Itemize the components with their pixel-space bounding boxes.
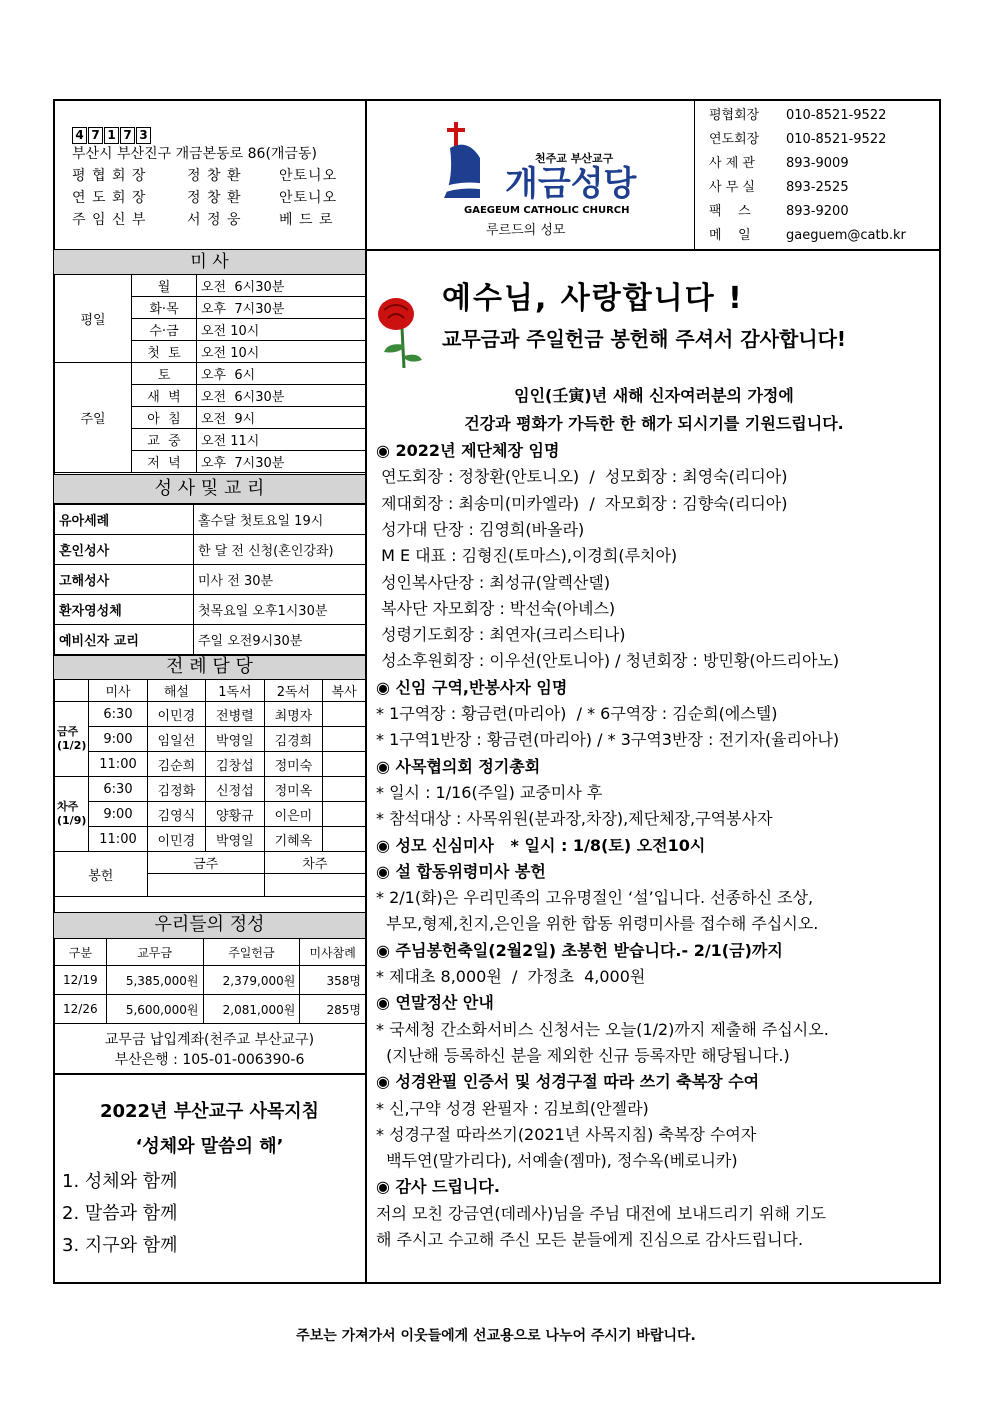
greeting-line-1: 임인(壬寅)년 새해 신자여러분의 가정에 (514, 386, 794, 405)
liturgy-cell: 이민경 (147, 827, 206, 852)
officer-role: 연 도 회 장 (72, 190, 147, 206)
liturgy-header-row (55, 680, 366, 702)
sacrament-title: 성 사 및 교 리 (154, 478, 265, 499)
devotion-header: 주일헌금 (203, 939, 300, 966)
contact-label: 사 무 실 (709, 180, 755, 195)
mass-time: 오전 10시 (197, 341, 366, 363)
liturgy-cell (323, 802, 366, 827)
officer-saint: 베 드 로 (279, 212, 334, 228)
notice-text: * 성경구절 따라쓰기(2021년 사목지침) 축복장 수여자 (376, 1124, 757, 1144)
zip-digit: 4 (72, 127, 87, 144)
liturgy-cell: 9:00 (89, 727, 147, 752)
liturgy-cell (323, 827, 366, 852)
mass-time: 오전 11시 (197, 429, 366, 451)
notice-text: * 2/1(화)은 우리민족의 고유명절인 ‘설’입니다. 선종하신 조상, (376, 888, 814, 908)
notice-text: 해 주시고 수고해 주신 모든 분들에게 진심으로 감사드립니다. (376, 1230, 804, 1249)
liturgy-row (55, 827, 366, 852)
offering-next-week: 차주 (264, 852, 365, 874)
liturgy-header: 해설 (147, 680, 206, 702)
contact-label: 연도회장 (709, 132, 760, 147)
mass-time: 오후 7시30분 (197, 451, 366, 473)
zip-digit: 3 (136, 127, 151, 144)
mass-time: 오전 10시 (197, 319, 366, 341)
zip-digit: 1 (104, 127, 119, 144)
mass-day: 첫 토 (132, 341, 197, 363)
officer-saint: 안토니오 (279, 190, 338, 206)
devotion-title: 우리들의 정성 (154, 914, 265, 935)
notice-heading: ◉ 감사 드립니다. (376, 1177, 500, 1197)
liturgy-cell: 정미숙 (264, 752, 323, 777)
officer-role: 평 협 회 장 (72, 168, 147, 184)
notice-text: 백두연(말가리다), 서예솔(젬마), 정수옥(베로니카) (376, 1151, 738, 1171)
liturgy-corner-cell (55, 680, 89, 702)
mass-category: 주일 (55, 363, 132, 473)
liturgy-cell (323, 727, 366, 752)
sacrament-row (55, 595, 366, 625)
liturgy-cell: 11:00 (89, 827, 147, 852)
liturgy-cell: 11:00 (89, 752, 147, 777)
notice-heading: ◉ 주님봉헌축일(2월2일) 초봉헌 받습니다.- 2/1(금)까지 (376, 940, 783, 960)
devotion-header: 미사참례 (300, 939, 366, 966)
liturgy-title: 전 례 담 당 (166, 656, 253, 677)
liturgy-cell: 임일선 (147, 727, 206, 752)
church-logo-icon (440, 118, 480, 198)
liturgy-cell: 기혜옥 (264, 827, 323, 852)
mass-time: 오전 9시 (197, 407, 366, 429)
notice-heading: ◉ 성경완필 인증서 및 성경구절 따라 쓰기 축복장 수여 (376, 1072, 760, 1092)
notice-text: 성가대 단장 : 김영희(바올라) (376, 519, 585, 539)
notice-heading: ◉ 성모 신심미사 * 일시 : 1/8(토) 오전10시 (376, 835, 706, 855)
contact-value: 893-2525 (786, 180, 849, 195)
offering-row (55, 852, 366, 874)
pastoral-item: 3. 지구와 함께 (62, 1235, 178, 1256)
officer-name: 정 창 환 (187, 190, 242, 206)
notice-text: (지난해 등록하신 분을 제외한 신규 등록자만 해당됩니다.) (376, 1045, 790, 1065)
notice-text: * 국세청 간소화서비스 신청서는 오늘(1/2)까지 제출해 주십시오. (376, 1019, 829, 1039)
notice-heading: ◉ 사목협의회 정기총회 (376, 756, 541, 776)
notice-text: * 신,구약 성경 완필자 : 김보희(안젤라) (376, 1098, 649, 1118)
mass-day: 새 벽 (132, 385, 197, 407)
sacrament-time: 첫목요일 오후1시30분 (194, 595, 366, 625)
zip-digit: 7 (88, 127, 103, 144)
mass-schedule-table (54, 274, 366, 473)
liturgy-row (55, 752, 366, 777)
mass-time: 오전 6시30분 (197, 385, 366, 407)
notice-text: 부모,형제,친지,은인을 위한 합동 위령미사를 접수해 주십시오. (376, 914, 819, 934)
notice-text: 성인복사단장 : 최성규(알렉산델) (376, 572, 611, 592)
sacrament-row (55, 565, 366, 595)
officer-saint: 안토니오 (279, 168, 338, 184)
sacrament-time: 홀수달 첫토요일 19시 (194, 505, 366, 535)
notice-text: 저의 모친 강금연(데레사)님을 주님 대전에 보내드리기 위해 기도 (376, 1203, 826, 1223)
rose-icon (370, 290, 430, 370)
liturgy-cell: 양황규 (206, 802, 265, 827)
liturgy-row (55, 702, 366, 727)
patron-label: 루르드의 성모 (486, 223, 566, 238)
officer-role: 주 임 신 부 (72, 212, 147, 228)
liturgy-cell: 신정섭 (206, 777, 265, 802)
liturgy-cell: 박영일 (206, 727, 265, 752)
contact-value: 010-8521-9522 (786, 132, 887, 147)
notice-heading: ◉ 2022년 제단체장 임명 (376, 441, 560, 460)
devotion-cell: 12/19 (55, 966, 107, 995)
liturgy-header: 복사 (323, 680, 366, 702)
devotion-cell: 2,081,000원 (203, 995, 300, 1024)
liturgy-cell: 김경희 (264, 727, 323, 752)
mass-day: 수·금 (132, 319, 197, 341)
devotion-header-row (55, 939, 366, 966)
liturgy-cell: 6:30 (89, 702, 147, 727)
sacrament-name: 고해성사 (55, 565, 194, 595)
notice-text: * 제대초 8,000원 / 가정초 4,000원 (376, 967, 646, 986)
mass-time: 오전 6시30분 (197, 275, 366, 297)
liturgy-cell: 이민경 (147, 702, 206, 727)
header-divider (694, 100, 695, 249)
notice-text: 성령기도회장 : 최연자(크리스티나) (376, 625, 626, 645)
pastoral-title: 2022년 부산교구 사목지침 (99, 1101, 320, 1122)
liturgy-row (55, 727, 366, 752)
sacrament-row (55, 535, 366, 565)
zip-code (72, 124, 152, 144)
mass-title: 미 사 (190, 252, 229, 272)
liturgy-table (54, 679, 366, 897)
liturgy-cell: 전병렬 (206, 702, 265, 727)
church-name: 개금성당 (505, 164, 637, 204)
notice-text: * 참석대상 : 사목위원(분과장,차장),제단체장,구역봉사자 (376, 809, 773, 829)
sacrament-row (55, 625, 366, 655)
devotion-header: 구분 (55, 939, 107, 966)
pastoral-item: 2. 말씀과 함께 (62, 1203, 178, 1224)
liturgy-cell (323, 777, 366, 802)
liturgy-week-label: 금주(1/2) (55, 702, 89, 777)
notice-text: * 일시 : 1/16(주일) 교중미사 후 (376, 782, 603, 802)
liturgy-cell: 최명자 (264, 702, 323, 727)
liturgy-header: 미사 (89, 680, 147, 702)
sacrament-name: 예비신자 교리 (55, 625, 194, 655)
offering-label: 봉헌 (55, 852, 148, 897)
contact-value: 893-9200 (786, 204, 849, 219)
officer-name: 서 정 웅 (187, 212, 242, 228)
liturgy-cell: 6:30 (89, 777, 147, 802)
mass-day: 화·목 (132, 297, 197, 319)
liturgy-header: 1독서 (206, 680, 265, 702)
pastoral-item: 1. 성체와 함께 (62, 1171, 178, 1192)
contact-label: 평협회장 (709, 108, 760, 123)
devotion-cell: 5,385,000원 (106, 966, 203, 995)
greeting-line-2: 건강과 평화가 가득한 한 해가 되시기를 기원드립니다. (464, 414, 844, 433)
devotion-cell: 358명 (300, 966, 366, 995)
notice-heading: ◉ 신임 구역,반봉사자 임명 (376, 677, 568, 697)
sacrament-name: 혼인성사 (55, 535, 194, 565)
liturgy-cell (323, 702, 366, 727)
devotion-table (54, 938, 366, 1024)
sacrament-table (54, 504, 366, 655)
mass-row (55, 363, 366, 385)
liturgy-cell: 김정화 (147, 777, 206, 802)
account-number: 부산은행 : 105-01-006390-6 (114, 1052, 305, 1068)
liturgy-cell: 김영식 (147, 802, 206, 827)
sacrament-time: 한 달 전 신청(혼인강좌) (194, 535, 366, 565)
liturgy-cell: 정미옥 (264, 777, 323, 802)
devotion-cell: 2,379,000원 (203, 966, 300, 995)
devotion-cell: 12/26 (55, 995, 107, 1024)
contact-label: 팩 스 (709, 204, 751, 219)
notice-text: * 1구역1반장 : 황금련(마리아) / * 3구역3반장 : 전기자(율리아나) (376, 730, 840, 750)
mass-category: 평일 (55, 275, 132, 363)
liturgy-week-label: 차주(1/9) (55, 777, 89, 852)
address: 부산시 부산진구 개금본동로 86(개금동) (72, 146, 317, 162)
contact-label: 사 제 관 (709, 156, 755, 171)
notice-text: * 1구역장 : 황금련(마리아) / * 6구역장 : 김순희(에스텔) (376, 704, 778, 723)
zip-digit: 7 (120, 127, 135, 144)
pastoral-subtitle: ‘성체와 말씀의 해’ (135, 1136, 284, 1157)
mass-day: 저 녁 (132, 451, 197, 473)
mass-day: 교 중 (132, 429, 197, 451)
liturgy-row (55, 802, 366, 827)
devotion-row (55, 966, 366, 995)
account-title: 교무금 납입계좌(천주교 부산교구) (104, 1032, 315, 1048)
offering-next-value (264, 874, 365, 897)
devotion-cell: 285명 (300, 995, 366, 1024)
sacrament-row (55, 505, 366, 535)
liturgy-header: 2독서 (264, 680, 323, 702)
liturgy-cell: 박영일 (206, 827, 265, 852)
notice-heading: ◉ 연말정산 안내 (376, 993, 494, 1013)
headline: 예수님, 사랑합니다 ! (442, 281, 744, 316)
mass-row (55, 275, 366, 297)
diocese-label: 천주교 부산교구 (535, 152, 614, 165)
contact-value: 893-9009 (786, 156, 849, 171)
devotion-header: 교무금 (106, 939, 203, 966)
devotion-row (55, 995, 366, 1024)
sacrament-time: 미사 전 30분 (194, 565, 366, 595)
sacrament-time: 주일 오전9시30분 (194, 625, 366, 655)
sacrament-name: 유아세례 (55, 505, 194, 535)
mass-day: 월 (132, 275, 197, 297)
notice-text: 복사단 자모회장 : 박선숙(아녜스) (376, 598, 616, 618)
notice-text: 제대회장 : 최송미(미카엘라) / 자모회장 : 김향숙(리디아) (376, 493, 788, 513)
liturgy-cell: 이은미 (264, 802, 323, 827)
officer-name: 정 창 환 (187, 168, 242, 184)
mass-time: 오후 7시30분 (197, 297, 366, 319)
contact-value: gaeguem@catb.kr (786, 228, 906, 243)
notice-text: 성소후원회장 : 이우선(안토니아) / 청년회장 : 방민황(아드리아노) (376, 651, 840, 671)
notice-text: 연도회장 : 정창환(안토니오) / 성모회장 : 최영숙(리디아) (376, 467, 788, 487)
sacrament-name: 환자영성체 (55, 595, 194, 625)
subheadline: 교무금과 주일헌금 봉헌해 주셔서 감사합니다! (442, 327, 847, 351)
rule (54, 1073, 365, 1075)
liturgy-cell: 김창섭 (206, 752, 265, 777)
liturgy-cell (323, 752, 366, 777)
liturgy-row (55, 777, 366, 802)
liturgy-cell: 김순희 (147, 752, 206, 777)
offering-this-week: 금주 (147, 852, 264, 874)
mass-day: 아 침 (132, 407, 197, 429)
church-english-name: GAEGEUM CATHOLIC CHURCH (464, 205, 630, 216)
notice-heading: ◉ 설 합동위령미사 봉헌 (376, 861, 546, 881)
offering-this-value (147, 874, 264, 897)
notice-text: M E 대표 : 김형진(토마스),이경희(루치아) (376, 546, 678, 566)
devotion-cell: 5,600,000원 (106, 995, 203, 1024)
footer-note: 주보는 가져가서 이웃들에게 선교용으로 나누어 주시기 바랍니다. (296, 1328, 696, 1344)
contact-label: 메 일 (709, 228, 751, 243)
contact-value: 010-8521-9522 (786, 108, 887, 123)
liturgy-cell: 9:00 (89, 802, 147, 827)
mass-day: 토 (132, 363, 197, 385)
mass-time: 오후 6시 (197, 363, 366, 385)
